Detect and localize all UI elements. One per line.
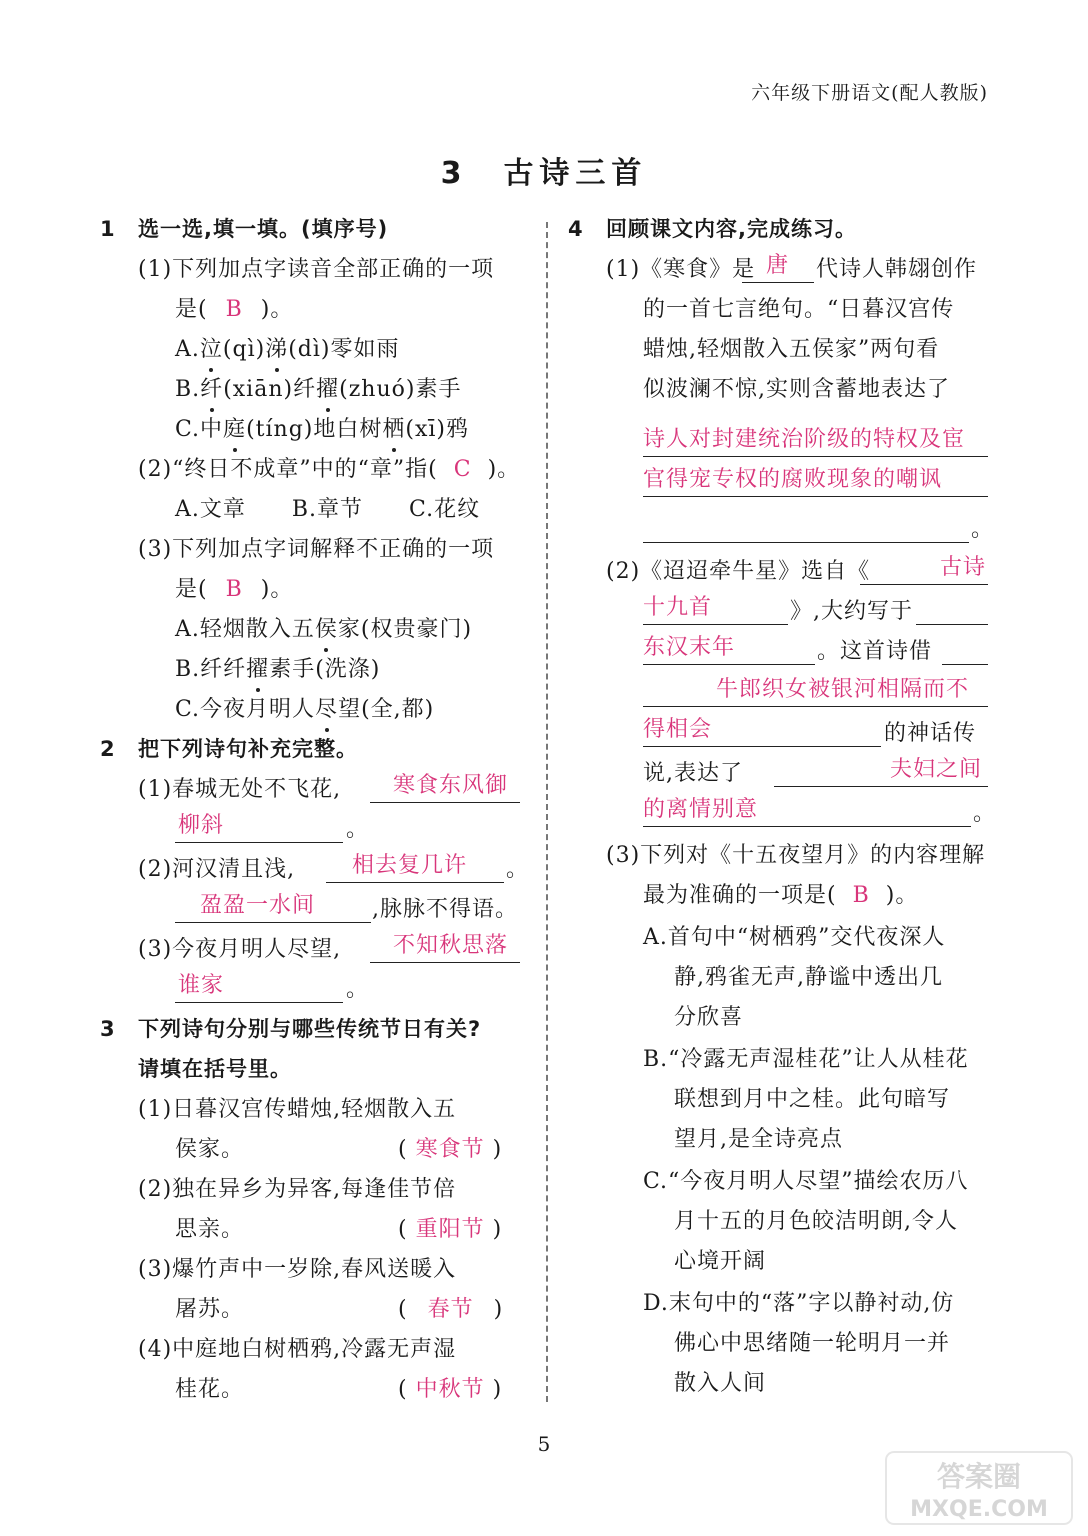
q4-part2-answer2[interactable]: 东汉末年 [643, 635, 736, 660]
q4-part3-answer[interactable]: B [852, 883, 870, 908]
q1-part3-option-b [175, 650, 380, 690]
q1-part3-line1: (3)下列加点字词解释不正确的一项 [138, 537, 495, 562]
q3-item3-line1: (3)爆竹声中一岁除,春风送暖入 [138, 1257, 457, 1282]
q1-part1-option-b [175, 370, 461, 410]
q2-answer1b[interactable]: 柳斜 [178, 813, 225, 838]
q4-part1-line2: 的一首七言绝句。“日暮汉宫传 [643, 297, 955, 322]
dotted-char: 纤 [200, 370, 223, 410]
q1-part3-option-c [175, 690, 434, 730]
text: (xī)鸦 [405, 417, 469, 442]
q3-item1-answer[interactable]: 寒食节 [415, 1137, 485, 1162]
watermark-logo [884, 1450, 1074, 1526]
q1-part1-line2 [175, 290, 293, 330]
text: (xiān)纤 [223, 377, 317, 402]
q4-option-c-line2: 月十五的月色皎洁明朗,令人 [674, 1209, 958, 1234]
q3-item4-answer-box [398, 1370, 502, 1410]
page-title [0, 148, 1088, 192]
q4-option-b-line1: B.“冷露无声湿桂花”让人从桂花 [643, 1047, 969, 1072]
q4-part1-line1b: 代诗人韩翃创作 [816, 257, 978, 282]
q4-option-a-line2: 静,鸦雀无声,静谧中透出几 [674, 965, 943, 990]
q4-option-d-line1: D.末句中的“落”字以静衬动,仿 [643, 1291, 955, 1316]
q1-part1-answer[interactable]: B [225, 297, 243, 322]
q3-item4-line2: 桂花。 [175, 1377, 245, 1402]
text: 素手(洗涤) [269, 657, 381, 682]
dotted-char: 涕 [265, 330, 288, 370]
q4-option-d-line2: 佛心中思绪随一轮明月一并 [674, 1331, 951, 1356]
q4-option-d-line3: 散入人间 [674, 1371, 767, 1396]
dotted-char: 泣 [200, 330, 223, 370]
q2-line3: (3)今夜月明人尽望, [138, 937, 342, 962]
text: 家(权贵豪门) [337, 617, 473, 642]
q4-option-c-line1: C.“今夜月明人尽望”描绘农历八 [643, 1169, 969, 1194]
q1-part2-answer[interactable]: C [453, 457, 472, 482]
q2-answer2b[interactable]: 盈盈一水间 [200, 893, 316, 918]
q4-option-b-line2: 联想到月中之桂。此句暗写 [674, 1087, 951, 1112]
q4-option-b-line3: 望月,是全诗亮点 [674, 1127, 843, 1152]
q4-part1-line1a: (1)《寒食》是 [606, 257, 756, 282]
q3-item4-line1: (4)中庭地白树栖鸦,冷露无声湿 [138, 1337, 457, 1362]
blank-line [916, 624, 988, 625]
text: (tíng)地白树 [246, 417, 383, 442]
watermark-text-top: 答案圈 [936, 1460, 1022, 1493]
q4-part3-line2 [643, 876, 918, 916]
q1-part3-answer[interactable]: B [225, 577, 243, 602]
q4-part2-answer1a[interactable]: 古诗 [940, 555, 987, 580]
q4-heading: 回顾课文内容,完成练习。 [606, 217, 857, 241]
text: ) [492, 1137, 503, 1162]
text: ( [398, 1297, 408, 1322]
text: ) [493, 1297, 504, 1322]
blank-line [942, 664, 988, 665]
q3-item2-line2: 思亲。 [175, 1217, 245, 1242]
q3-item4-answer[interactable]: 中秋节 [415, 1377, 485, 1402]
q4-part2-line3: 。这首诗借 [817, 639, 933, 664]
q3-item3-line2: 屠苏。 [175, 1297, 245, 1322]
lesson-number: 3 [440, 156, 468, 191]
q3-item3-answer[interactable]: 春节 [427, 1297, 474, 1322]
text: 。 [506, 857, 530, 882]
text: 。 [973, 801, 997, 826]
q2-line1: (1)春城无处不飞花, [138, 777, 342, 802]
q4-part1-answer1[interactable]: 唐 [766, 253, 790, 278]
dotted-char: 擢 [246, 650, 269, 690]
q4-part2-line2: 》,大约写于 [790, 599, 913, 624]
text: ) [492, 1377, 503, 1402]
text: ( [398, 1137, 408, 1162]
dotted-char: 栖 [382, 410, 405, 450]
q2-answer1a[interactable]: 寒食东风御 [393, 773, 509, 798]
q4-part2-answer3a[interactable]: 牛郎织女被银河相隔而不 [716, 677, 970, 702]
q3-heading-line1: 下列诗句分别与哪些传统节日有关? [138, 1017, 482, 1041]
q3-item1-line2: 侯家。 [175, 1137, 245, 1162]
text: )。 [487, 457, 521, 482]
blank-line [643, 542, 969, 543]
text: ) [492, 1217, 503, 1242]
text: B.纤纤 [175, 657, 247, 682]
q4-option-a-line3: 分欣喜 [674, 1005, 744, 1030]
q1-number: 1 [100, 217, 115, 241]
text: 最为准确的一项是( [643, 883, 837, 908]
text: 。 [346, 817, 370, 842]
q3-item1-answer-box [398, 1130, 502, 1170]
q4-part1-line3: 蜡烛,轻烟散入五侯家”两句看 [643, 337, 940, 362]
q2-answer3a[interactable]: 不知秋思落 [393, 933, 509, 958]
q4-part2-line1: (2)《迢迢牵牛星》选自《 [606, 559, 871, 584]
q3-item2-line1: (2)独在异乡为异客,每逢佳节倍 [138, 1177, 457, 1202]
q2-answer2a[interactable]: 相去复几许 [352, 853, 468, 878]
q3-number: 3 [100, 1017, 115, 1041]
q4-part3-line1: (3)下列对《十五夜望月》的内容理解 [606, 843, 986, 868]
q4-part2-answer4b[interactable]: 的离情别意 [643, 797, 759, 822]
q4-option-a-line1: A.首句中“树栖鸦”交代夜深人 [643, 925, 946, 950]
q3-item2-answer[interactable]: 重阳节 [415, 1217, 485, 1242]
text: )。 [885, 883, 919, 908]
text: ( [398, 1217, 408, 1242]
q1-part1-line1: (1)下列加点字读音全部正确的一项 [138, 257, 495, 282]
q4-part2-answer1b[interactable]: 十九首 [643, 595, 713, 620]
watermark-text-bottom: MXQE.COM [910, 1497, 1048, 1522]
text: (2)“终日不成章”中的“章”指( [138, 457, 438, 482]
dotted-char: 庭 [223, 410, 246, 450]
q3-item2-answer-box [398, 1210, 502, 1250]
running-header: 六年级下册语文(配人教版) [751, 82, 988, 104]
lesson-title: 古诗三首 [503, 156, 648, 191]
text: (dì)零如雨 [288, 337, 400, 362]
q1-part3-option-a [175, 610, 472, 650]
text: )。 [260, 577, 294, 602]
q1-part3-line2 [175, 570, 293, 610]
text: 是( [175, 577, 208, 602]
option-label: A. [175, 337, 200, 362]
q1-part2-line1 [138, 450, 520, 490]
q4-part2-answer4a[interactable]: 夫妇之间 [890, 757, 983, 782]
q2-line2: (2)河汉清且浅, [138, 857, 296, 882]
q2-answer3b[interactable]: 谁家 [178, 973, 225, 998]
text: 望(全,都) [338, 697, 435, 722]
text: 是( [175, 297, 208, 322]
option-label: C.中 [175, 417, 224, 442]
q4-part1-answer3[interactable]: 官得宠专权的腐败现象的嘲讽 [643, 467, 943, 492]
text: ,脉脉不得语。 [372, 897, 518, 922]
q4-option-c-line3: 心境开阔 [674, 1249, 767, 1274]
q4-number: 4 [568, 217, 583, 241]
text: 。 [971, 517, 995, 542]
q3-heading-line2: 请填在括号里。 [138, 1057, 292, 1081]
q4-part2-line5: 说,表达了 [643, 761, 743, 786]
q2-heading: 把下列诗句补充完整。 [138, 737, 358, 761]
page-number: 5 [537, 1432, 551, 1456]
text: 。 [346, 977, 370, 1002]
option-label: B. [175, 377, 201, 402]
text: (zhuó)素手 [339, 377, 462, 402]
dotted-char: 尽 [315, 690, 338, 730]
q1-part2-options: A.文章 B.章节 C.花纹 [175, 497, 481, 522]
q1-part1-option-c [175, 410, 469, 450]
q1-part1-option-a [175, 330, 400, 370]
text: A.轻烟散入五 [175, 617, 315, 642]
q4-part2-answer3b[interactable]: 得相会 [643, 717, 713, 742]
q4-part2-line4: 的神话传 [884, 721, 977, 746]
q3-item3-answer-box [398, 1290, 503, 1330]
q4-part1-answer2[interactable]: 诗人对封建统治阶级的特权及宦 [643, 427, 966, 452]
text: ( [398, 1377, 408, 1402]
text: )。 [260, 297, 294, 322]
q3-item1-line1: (1)日暮汉宫传蜡烛,轻烟散入五 [138, 1097, 457, 1122]
dotted-char: 侯 [315, 610, 338, 650]
text: C.今夜月明人 [175, 697, 316, 722]
text: (qì) [222, 337, 266, 362]
q2-number: 2 [100, 737, 115, 761]
q1-heading: 选一选,填一填。(填序号) [138, 217, 389, 241]
column-divider [546, 222, 548, 1402]
q4-part1-line4: 似波澜不惊,实则含蓄地表达了 [643, 377, 950, 402]
dotted-char: 擢 [316, 370, 339, 410]
